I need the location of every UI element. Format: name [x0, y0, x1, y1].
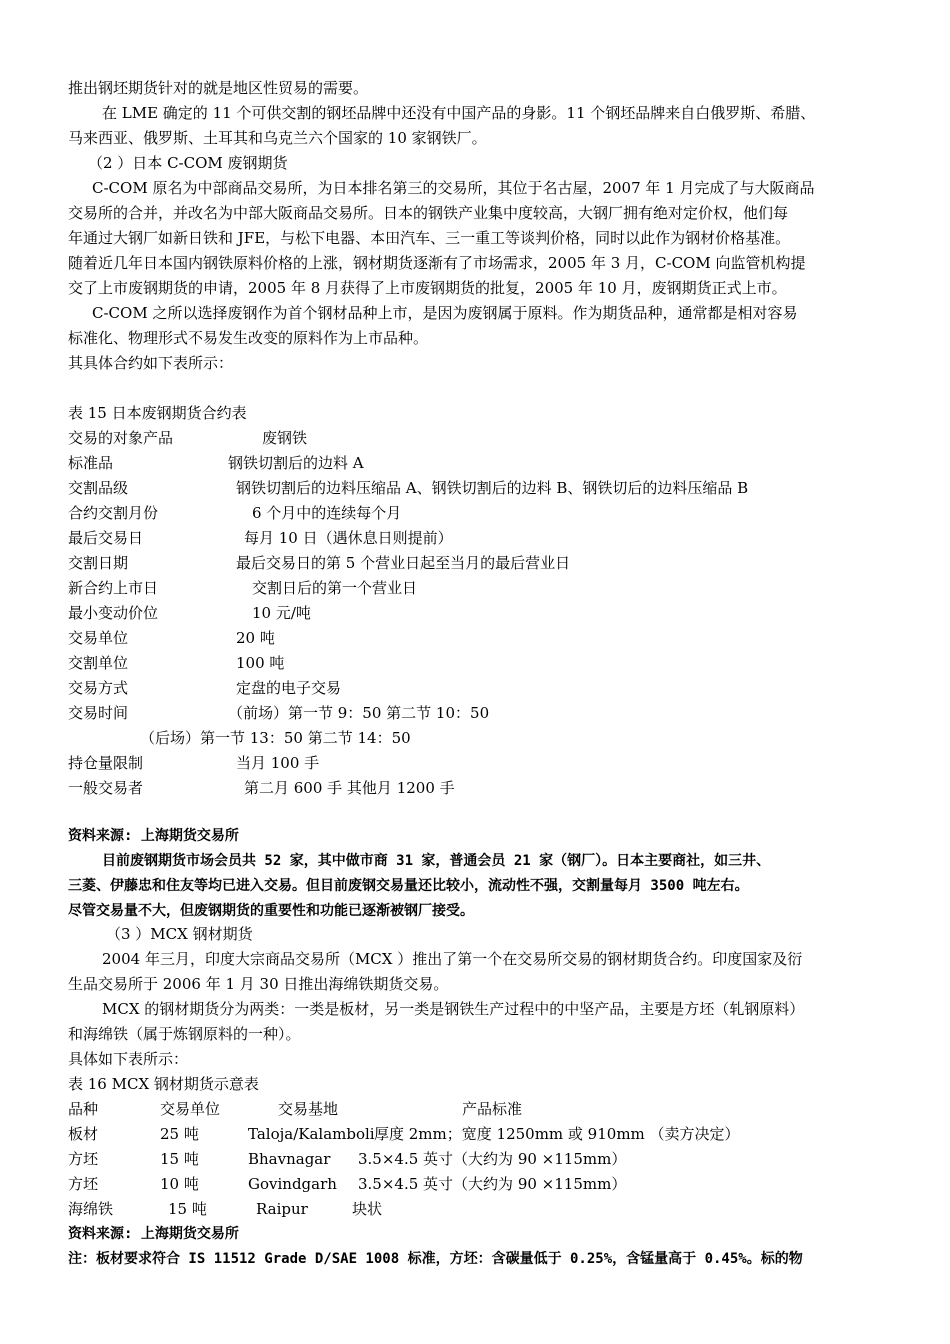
bold-para-line: 目前废钢期货市场会员共 52 家，其中做市商 31 家，普通会员 21 家（钢厂）。日本主要商社，如三井、 [102, 853, 771, 869]
table-row-value: 定盘的电子交易 [236, 679, 342, 697]
table-row-label: 交割日期 [68, 554, 129, 572]
table-cell: 厚度 2mm；宽度 1250mm 或 910mm （卖方决定） [374, 1125, 740, 1143]
table-row-label: 持仓量限制 [68, 754, 144, 772]
section-3-heading: （3 ）MCX 钢材期货 [106, 925, 253, 943]
source-note: 资料来源: 上海期货交易所 [68, 828, 239, 844]
table-intro: 其具体合约如下表所示： [68, 354, 234, 372]
table-cell: 海绵铁 [68, 1200, 114, 1218]
table-row-label: 交易的对象产品 [68, 429, 174, 447]
ccom-para-line: 年通过大钢厂如新日铁和 JFE，与松下电器、本田汽车、三一重工等谈判价格，同时以此作为钢材价格基准。 [68, 229, 791, 247]
section-2-heading: （2 ）日本 C-COM 废钢期货 [88, 154, 288, 172]
ccom-para-line: 随着近几年日本国内钢铁原料价格的上涨，钢材期货逐渐有了市场需求，2005 年 3 月，C-COM 向监管机构提 [68, 254, 806, 272]
source-note: 资料来源: 上海期货交易所 [68, 1226, 239, 1242]
table-row-label: 标准品 [68, 454, 114, 472]
table-cell: Govindgarh [248, 1175, 337, 1193]
table-cell: 15 吨 [168, 1200, 207, 1218]
table-row-value: （前场）第一节 9：50 第二节 10：50 [228, 704, 490, 722]
table-row-value: 每月 10 日（遇休息日则提前） [244, 529, 453, 547]
table-cell: 25 吨 [160, 1125, 199, 1143]
table-row-label: 新合约上市日 [68, 579, 159, 597]
table-row-value: 100 吨 [236, 654, 285, 672]
table-cell: Bhavnagar [248, 1150, 331, 1168]
table-row-value: 10 元/吨 [252, 604, 311, 622]
table-row-label: 最小变动价位 [68, 604, 159, 622]
table-cell: 3.5×4.5 英寸（大约为 90 ×115mm） [358, 1150, 627, 1168]
table-cell: 10 吨 [160, 1175, 199, 1193]
table-row-label: 交割品级 [68, 479, 129, 497]
table-row-value: （后场）第一节 13：50 第二节 14：50 [140, 729, 411, 747]
table-16-caption: 表 16 MCX 钢材期货示意表 [68, 1075, 259, 1093]
table-cell: 15 吨 [160, 1150, 199, 1168]
footnote: 注：板材要求符合 IS 11512 Grade D/SAE 1008 标准，方坯：含碳量低于 0.25%，含锰量高于 0.45%。标的物 [68, 1251, 803, 1267]
ccom-para2-line: C-COM 之所以选择废钢作为首个钢材品种上市，是因为废钢属于原料。作为期货品种，通常都是相对容易 [92, 304, 798, 322]
table-row-label: 最后交易日 [68, 529, 144, 547]
bold-para-line: 尽管交易量不大，但废钢期货的重要性和功能已逐渐被钢厂接受。 [68, 903, 474, 919]
table-row-label: 一般交易者 [68, 779, 144, 797]
table-row-value: 废钢铁 [262, 429, 308, 447]
table-row-value: 钢铁切割后的边料 A [228, 454, 364, 472]
table-cell: 板材 [68, 1125, 99, 1143]
table-15-caption: 表 15 日本废钢期货合约表 [68, 404, 247, 422]
table-row-value: 钢铁切割后的边料压缩品 A、钢铁切割后的边料 B、钢铁切后的边料压缩品 B [236, 479, 749, 497]
table-intro: 具体如下表所示： [68, 1050, 189, 1068]
table-cell: 方坯 [68, 1175, 99, 1193]
table-row-value: 第二月 600 手 其他月 1200 手 [244, 779, 455, 797]
table-cell: Raipur [256, 1200, 308, 1218]
table-row-value: 最后交易日的第 5 个营业日起至当月的最后营业日 [236, 554, 571, 572]
table-row-value: 交割日后的第一个营业日 [252, 579, 418, 597]
lme-para-line: 推出钢坯期货针对的就是地区性贸易的需要。 [68, 79, 369, 97]
lme-para-line: 在 LME 确定的 11 个可供交割的钢坯品牌中还没有中国产品的身影。11 个钢坯品牌来自白俄罗斯、希腊、 [102, 104, 816, 122]
mcx-para2-line: MCX 的钢材期货分为两类：一类是板材，另一类是钢铁生产过程中的中坚产品，主要是方坯（轧钢原料） [102, 1000, 805, 1018]
ccom-para-line: 交了上市废钢期货的申请，2005 年 8 月获得了上市废钢期货的批复，2005 年 10 月，废钢期货正式上市。 [68, 279, 787, 297]
table-header: 交易单位 [160, 1100, 221, 1118]
table-cell: 方坯 [68, 1150, 99, 1168]
table-cell: 块状 [352, 1200, 383, 1218]
table-header: 交易基地 [278, 1100, 339, 1118]
lme-para-line: 马来西亚、俄罗斯、土耳其和乌克兰六个国家的 10 家钢铁厂。 [68, 129, 487, 147]
ccom-para2-line: 标准化、物理形式不易发生改变的原料作为上市品种。 [68, 329, 429, 347]
table-row-label: 交易方式 [68, 679, 129, 697]
table-row-label: 交易时间 [68, 704, 129, 722]
table-row-value: 20 吨 [236, 629, 275, 647]
mcx-para2-line: 和海绵铁（属于炼钢原料的一种）。 [68, 1025, 301, 1043]
table-row-label: 合约交割月份 [68, 504, 159, 522]
ccom-para-line: 交易所的合并，并改名为中部大阪商品交易所。日本的钢铁产业集中度较高，大钢厂拥有绝对定价权，他们每 [68, 204, 789, 222]
table-row-value: 6 个月中的连续每个月 [252, 504, 402, 522]
mcx-para-line: 2004 年三月，印度大宗商品交易所（MCX ）推出了第一个在交易所交易的钢材期货合约。印度国家及衍 [102, 950, 803, 968]
mcx-para-line: 生品交易所于 2006 年 1 月 30 日推出海绵铁期货交易。 [68, 975, 449, 993]
table-header: 品种 [68, 1100, 99, 1118]
ccom-para-line: C-COM 原名为中部商品交易所，为日本排名第三的交易所，其位于名古屋，2007 年 1 月完成了与大阪商品 [92, 179, 815, 197]
table-header: 产品标准 [462, 1100, 523, 1118]
table-row-label: 交易单位 [68, 629, 129, 647]
bold-para-line: 三菱、伊藤忠和住友等均已进入交易。但目前废钢交易量还比较小，流动性不强，交割量每月 3500 吨左右。 [68, 878, 749, 894]
table-cell: Taloja/Kalamboli [248, 1125, 375, 1143]
table-row-value: 当月 100 手 [236, 754, 320, 772]
table-row-label: 交割单位 [68, 654, 129, 672]
table-cell: 3.5×4.5 英寸（大约为 90 ×115mm） [358, 1175, 627, 1193]
